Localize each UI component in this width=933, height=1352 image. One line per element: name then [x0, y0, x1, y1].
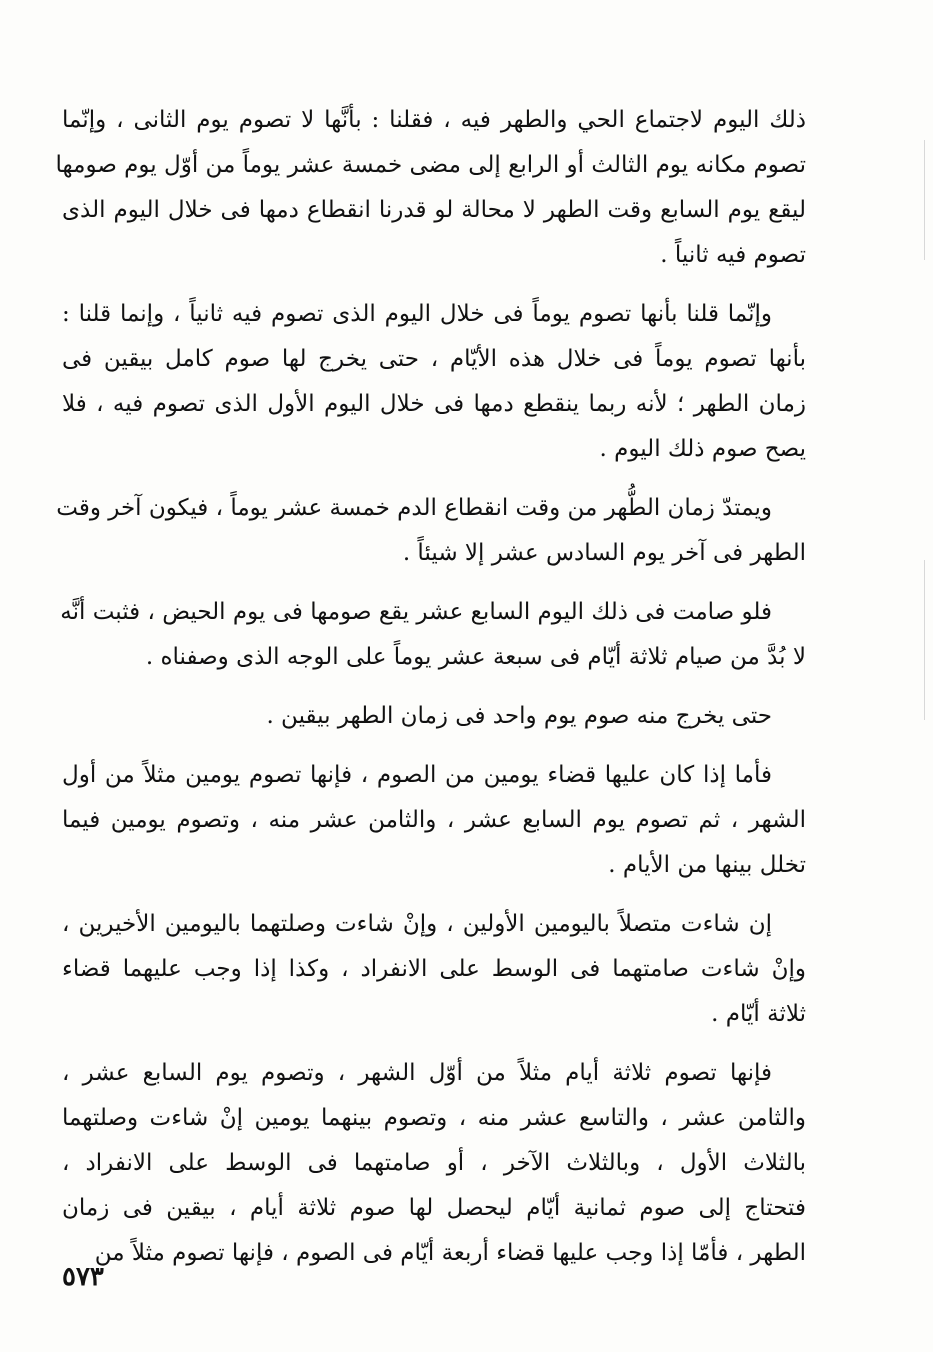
text-line: فأما إذا كان عليها قضاء يومين من الصوم ، فإنها تصوم يومين مثلاً من أول — [62, 762, 772, 788]
paragraph — [62, 590, 806, 680]
text-line: زمان الطهر ؛ لأنه ربما ينقطع دمها فى خلال اليوم الأول الذى تصوم فيه ، فلا — [62, 391, 806, 417]
paragraph — [62, 1051, 806, 1276]
text-line: ويمتدّ زمان الطُّهر من وقت انقطاع الدم خمسة عشر يوماً ، فيكون آخر وقت — [56, 495, 772, 521]
text-line: ليقع يوم السابع وقت الطهر لا محالة لو قدرنا انقطاع دمها فى خلال اليوم الذى — [62, 197, 806, 223]
text-line: والثامن عشر ، والتاسع عشر منه ، وتصوم بينهما يومين إنْ شاءت وصلتهما — [62, 1105, 806, 1131]
scan-edge-mark — [924, 140, 925, 260]
text-line: فإنها تصوم ثلاثة أيام مثلاً من أوّل الشهر ، وتصوم يوم السابع عشر ، — [62, 1060, 772, 1086]
text-line: الشهر ، ثم تصوم يوم السابع عشر ، والثامن عشر منه ، وتصوم يومين فيما — [62, 807, 806, 833]
text-line: حتى يخرج منه صوم يوم واحد فى زمان الطهر بيقين . — [266, 703, 772, 729]
text-line: ذلك اليوم لاجتماع الحي والطهر فيه ، فقلنا : بأنَّها لا تصوم يوم الثانى ، وإنّما — [62, 107, 806, 133]
text-line: وإنّما قلنا بأنها تصوم يوماً فى خلال اليوم الذى تصوم فيه ثانياً ، وإنما قلنا : — [62, 301, 772, 327]
text-line: تصوم مكانه يوم الثالث أو الرابع إلى مضى خمسة عشر يوماً من أوّل يوم صومها — [55, 152, 806, 178]
text-line: تخلل بينها من الأيام . — [608, 852, 806, 878]
text-line: تصوم فيه ثانياً . — [660, 242, 806, 268]
text-line: الطهر ، فأمّا إذا وجب عليها قضاء أربعة أيّام فى الصوم ، فإنها تصوم مثلاً من — [94, 1240, 806, 1266]
text-line: وإنْ شاءت صامتهما فى الوسط على الانفراد ، وكذا إذا وجب عليهما قضاء — [62, 956, 806, 982]
text-line: يصح صوم ذلك اليوم . — [599, 436, 806, 462]
text-line: فلو صامت فى ذلك اليوم السابع عشر يقع صومها فى يوم الحيض ، فثبت أنَّه — [60, 599, 772, 625]
text-line: لا بُدَّ من صيام ثلاثة أيّام فى سبعة عشر يوماً على الوجه الذى وصفناه . — [145, 644, 806, 670]
paragraph — [62, 292, 806, 472]
paragraph — [56, 486, 806, 576]
text-line: بالثلاث الأول ، وبالثلاث الآخر ، أو صامتهما فى الوسط على الانفراد ، — [62, 1150, 806, 1176]
text-line: بأنها تصوم يوماً فى خلال هذه الأيّام ، حتى يخرج لها صوم كامل بيقين فى — [62, 346, 806, 372]
page-number: ٥٧٣ — [62, 1262, 104, 1292]
paragraph — [62, 753, 806, 888]
text-line: ثلاثة أيّام . — [711, 1001, 806, 1027]
text-line: إن شاءت متصلاً باليومين الأولين ، وإنْ شاءت وصلتهما باليومين الأخيرين ، — [62, 911, 772, 937]
paragraph — [62, 902, 806, 1037]
text-line: فتحتاج إلى صوم ثمانية أيّام ليحصل لها صوم ثلاثة أيام ، بيقين فى زمان — [62, 1195, 806, 1221]
page-body-text — [55, 98, 806, 1290]
paragraph — [62, 694, 806, 739]
paragraph — [55, 98, 806, 278]
text-line: الطهر فى آخر يوم السادس عشر إلا شيئاً . — [402, 540, 806, 566]
scan-edge-mark — [924, 560, 925, 720]
